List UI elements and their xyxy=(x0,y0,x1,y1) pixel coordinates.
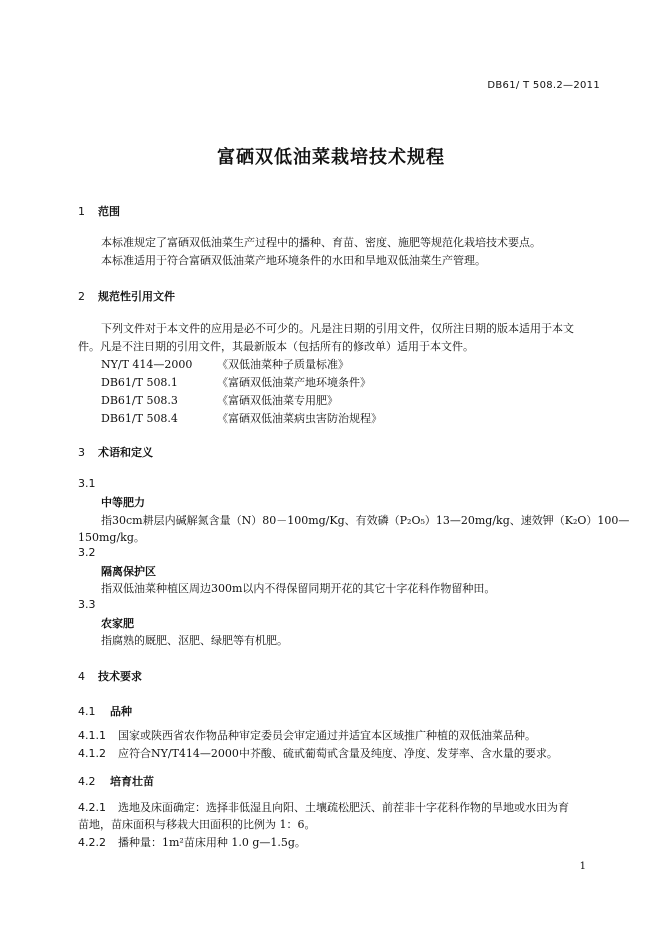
term-number: 3.2 xyxy=(78,546,96,559)
reference-item xyxy=(101,392,338,409)
paragraph: 件。凡是不注日期的引用文件，其最新版本（包括所有的修改单）适用于本文件。 xyxy=(78,340,474,353)
clause-number: 4.1.2 xyxy=(78,747,106,760)
section-title: 范围 xyxy=(98,205,120,218)
reference-item xyxy=(101,374,371,391)
section-1-heading xyxy=(78,203,120,219)
term-number: 3.3 xyxy=(78,598,96,611)
clause-item xyxy=(78,834,306,851)
clause-text: 国家或陕西省农作物品种审定委员会审定通过并适宜本区域推广种植的双低油菜品种。 xyxy=(118,729,536,742)
reference-name: 《双低油菜种子质量标准》 xyxy=(217,358,349,371)
reference-name: 《富硒双低油菜病虫害防治规程》 xyxy=(217,412,382,425)
subsection-4-2-heading xyxy=(78,773,154,789)
clause-item xyxy=(78,727,536,744)
clause-number: 4.1.1 xyxy=(78,729,106,742)
reference-code: DB61/T 508.4 xyxy=(101,412,178,425)
term-name: 农家肥 xyxy=(101,617,134,630)
section-4-heading xyxy=(78,668,142,684)
clause-text: 选地及床面确定：选择非低湿且向阳、土壤疏松肥沃、前茬非十字花科作物的旱地或水田为育 xyxy=(118,801,569,814)
section-title: 规范性引用文件 xyxy=(98,290,175,303)
paragraph: 下列文件对于本文件的应用是必不可少的。凡是注日期的引用文件，仅所注日期的版本适用于本文 xyxy=(101,322,574,335)
section-number: 3 xyxy=(78,446,85,459)
reference-code: DB61/T 508.1 xyxy=(101,376,178,389)
page-number: 1 xyxy=(579,861,586,872)
section-2-heading xyxy=(78,288,175,304)
term-definition: 150mg/kg。 xyxy=(78,531,145,544)
reference-item xyxy=(101,356,349,373)
section-title: 技术要求 xyxy=(98,670,142,683)
clause-text-continued: 苗地，苗床面积与移栽大田面积的比例为 1：6。 xyxy=(78,818,316,831)
subsection-number: 4.1 xyxy=(78,705,96,718)
clause-text: 应符合NY/T414—2000中芥酸、硫甙葡萄甙含量及纯度、净度、发芽率、含水量的要求。 xyxy=(118,747,558,760)
term-definition: 指双低油菜种植区周边300m以内不得保留同期开花的其它十字花科作物留种田。 xyxy=(101,582,496,595)
reference-name: 《富硒双低油菜专用肥》 xyxy=(217,394,338,407)
term-number: 3.1 xyxy=(78,477,96,490)
reference-code: NY/T 414—2000 xyxy=(101,358,193,371)
clause-item xyxy=(78,745,558,762)
clause-text: 播种量：1m²苗床用种 1.0 g—1.5g。 xyxy=(118,836,306,849)
section-number: 4 xyxy=(78,670,85,683)
paragraph: 本标准规定了富硒双低油菜生产过程中的播种、育苗、密度、施肥等规范化栽培技术要点。 xyxy=(101,236,541,249)
subsection-number: 4.2 xyxy=(78,775,96,788)
term-name: 中等肥力 xyxy=(101,496,145,509)
clause-number: 4.2.2 xyxy=(78,836,106,849)
section-number: 1 xyxy=(78,205,85,218)
term-definition: 指30cm耕层内碱解氮含量（N）80－100mg/Kg、有效磷（P₂O₅）13—20mg/kg、速效钾（K₂O）100— xyxy=(101,514,630,527)
document-title: 富硒双低油菜栽培技术规程 xyxy=(217,147,445,168)
section-title: 术语和定义 xyxy=(98,446,153,459)
reference-code: DB61/T 508.3 xyxy=(101,394,178,407)
section-number: 2 xyxy=(78,290,85,303)
paragraph: 本标准适用于符合富硒双低油菜产地环境条件的水田和旱地双低油菜生产管理。 xyxy=(101,254,486,267)
reference-name: 《富硒双低油菜产地环境条件》 xyxy=(217,376,371,389)
term-definition: 指腐熟的厩肥、沤肥、绿肥等有机肥。 xyxy=(101,634,288,647)
clause-item xyxy=(78,799,569,816)
subsection-title: 品种 xyxy=(110,705,132,718)
term-name: 隔离保护区 xyxy=(101,565,156,578)
section-3-heading xyxy=(78,444,153,460)
clause-number: 4.2.1 xyxy=(78,801,106,814)
subsection-4-1-heading xyxy=(78,703,132,719)
subsection-title: 培育壮苗 xyxy=(110,775,154,788)
reference-item xyxy=(101,410,382,427)
standard-code: DB61/ T 508.2—2011 xyxy=(487,80,600,91)
